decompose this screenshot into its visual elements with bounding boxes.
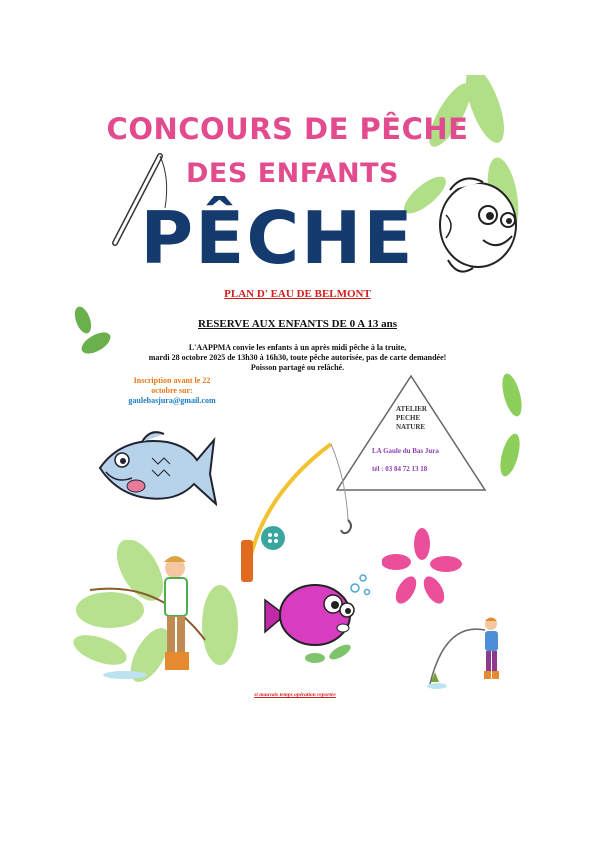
title-line-2: DES ENFANTS <box>186 158 399 189</box>
weather-note: si mauvais temps opération reportée <box>254 692 336 698</box>
title-line-1: CONCOURS DE PÊCHE <box>106 112 469 146</box>
inscription-line-1: Inscription avant le 22 <box>133 376 211 385</box>
club-name: LA Gaule du Bas Jura <box>372 447 439 455</box>
email-link[interactable]: gaulebasjura@gmail.com <box>128 396 216 405</box>
reserved-heading: RESERVE AUX ENFANTS DE 0 A 13 ans <box>198 318 397 330</box>
green-leaf-left-icon <box>68 305 113 365</box>
atelier-line-1: ATELIER <box>396 405 427 413</box>
boy-fishing-left-icon <box>70 540 240 685</box>
location-heading: PLAN D' EAU DE BELMONT <box>224 288 371 300</box>
fishing-rod-reel-icon <box>236 440 366 590</box>
pink-flower-icon <box>382 528 462 608</box>
body-line-3: Poisson partagé ou relâché. <box>250 363 345 372</box>
body-line-2: mardi 28 octobre 2025 de 13h30 à 16h30, toute pêche autorisée, pas de carte demandée! <box>148 353 447 362</box>
green-leaves-right-icon <box>490 370 530 480</box>
purple-fish-icon <box>255 570 375 670</box>
club-phone: tél : 03 84 72 13 18 <box>372 465 428 473</box>
body-line-1: L'AAPPMA convie les enfants à un après midi pêche à la truite, <box>188 343 407 352</box>
boy-fishing-right-icon <box>425 612 505 692</box>
atelier-line-2: PECHE <box>396 414 421 422</box>
blue-fish-icon <box>92 428 217 510</box>
inscription-line-2: octobre sur: <box>151 386 193 395</box>
atelier-label <box>396 405 427 432</box>
atelier-line-3: NATURE <box>396 423 426 431</box>
inscription-text <box>112 376 232 396</box>
title-line-3: PÊCHE <box>140 196 415 280</box>
